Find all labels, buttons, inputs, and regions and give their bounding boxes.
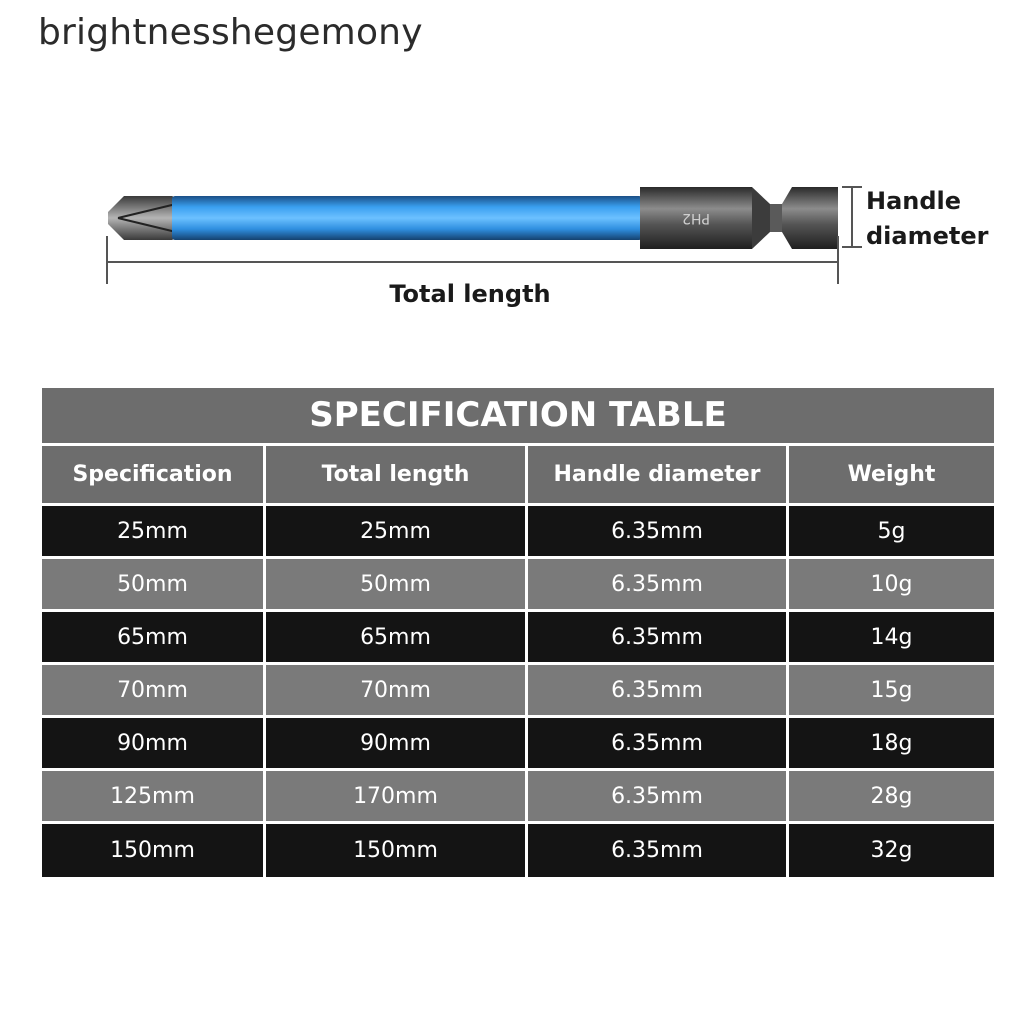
- table-body: [42, 506, 994, 877]
- table-header-row: [42, 446, 994, 506]
- table-cell: 6.35mm: [528, 559, 789, 612]
- total-length-label: Total length: [389, 280, 551, 308]
- table-cell: 6.35mm: [528, 771, 789, 824]
- table-cell: 32g: [789, 824, 994, 877]
- handle-label-line2: diameter: [866, 222, 989, 250]
- table-row: [42, 718, 994, 771]
- header-cell: Total length: [266, 446, 528, 506]
- table-row: [42, 824, 994, 877]
- header-cell: Specification: [42, 446, 266, 506]
- table-cell: 65mm: [266, 612, 528, 665]
- bit-tip: [108, 196, 180, 240]
- table-title: SPECIFICATION TABLE: [42, 388, 994, 446]
- table-cell: 70mm: [42, 665, 266, 718]
- table-cell: 10g: [789, 559, 994, 612]
- table-cell: 150mm: [42, 824, 266, 877]
- table-cell: 25mm: [42, 506, 266, 559]
- table-cell: 5g: [789, 506, 994, 559]
- handle-diameter-label: [866, 184, 988, 254]
- handle-diameter-dimension: [842, 187, 862, 247]
- table-cell: 90mm: [266, 718, 528, 771]
- table-cell: 28g: [789, 771, 994, 824]
- table-cell: 6.35mm: [528, 612, 789, 665]
- table-cell: 14g: [789, 612, 994, 665]
- table-cell: 50mm: [266, 559, 528, 612]
- header-cell: Handle diameter: [528, 446, 789, 506]
- table-cell: 6.35mm: [528, 824, 789, 877]
- bit-marking-text: PH2: [682, 210, 710, 226]
- bit-shank: [172, 196, 642, 240]
- table-cell: 65mm: [42, 612, 266, 665]
- table-cell: 6.35mm: [528, 506, 789, 559]
- handle-label-line1: Handle: [866, 187, 962, 215]
- table-cell: 125mm: [42, 771, 266, 824]
- table-row: [42, 612, 994, 665]
- table-row: [42, 559, 994, 612]
- table-cell: 170mm: [266, 771, 528, 824]
- bit-hex-handle: [640, 187, 838, 249]
- watermark-text: brightnesshegemony: [38, 12, 423, 53]
- table-cell: 150mm: [266, 824, 528, 877]
- table-cell: 6.35mm: [528, 718, 789, 771]
- table-cell: 18g: [789, 718, 994, 771]
- table-cell: 90mm: [42, 718, 266, 771]
- table-cell: 50mm: [42, 559, 266, 612]
- table-cell: 6.35mm: [528, 665, 789, 718]
- header-cell: Weight: [789, 446, 994, 506]
- table-row: [42, 665, 994, 718]
- table-cell: 70mm: [266, 665, 528, 718]
- table-cell: 15g: [789, 665, 994, 718]
- table-row: [42, 771, 994, 824]
- table-cell: 25mm: [266, 506, 528, 559]
- table-row: [42, 506, 994, 559]
- specification-table: [42, 388, 994, 877]
